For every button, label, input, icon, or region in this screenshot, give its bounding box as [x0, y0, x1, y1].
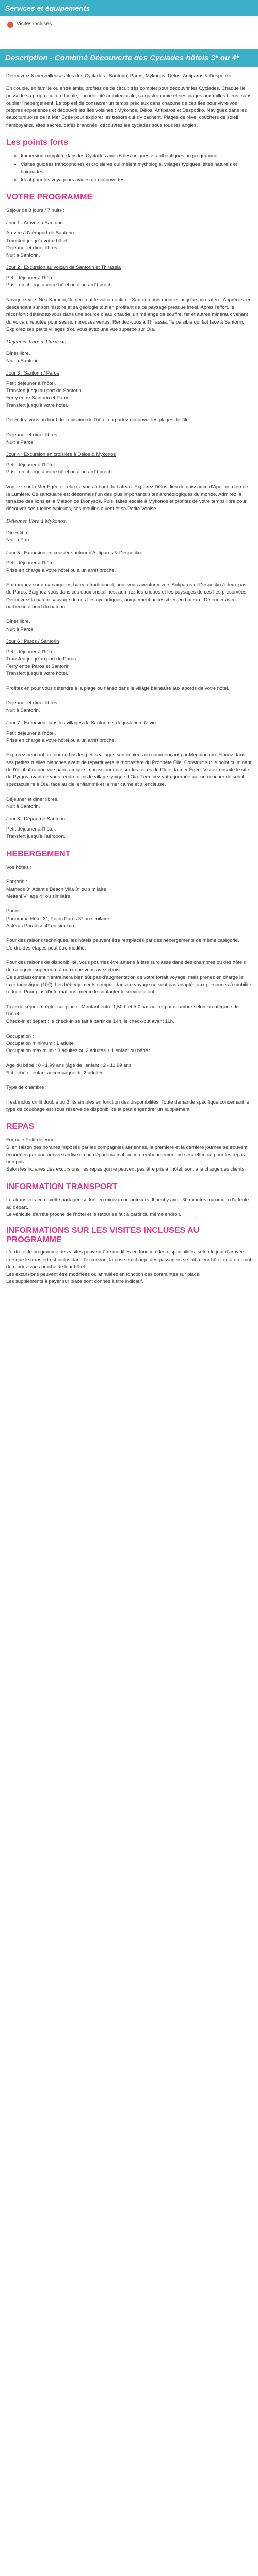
repas-title: REPAS — [6, 1122, 34, 1131]
services-header: Services et équipements — [0, 0, 258, 16]
programme-title: VOTRE PROGRAMME — [6, 193, 93, 202]
description-content — [0, 67, 258, 1296]
day-text: Arrivée à l'aéroport de Santorin. Transfert jusqu'à votre hôtel. Déjeuner et dîner libres. Nuit à Santorin. — [6, 230, 75, 258]
description-intro: Découvrez 6 merveilleuses îles des Cyclades : Santorin, Paros, Mykonos, Délos, Antiparos & Despotiko — [6, 73, 232, 79]
day-tag: Déjeuner libre à Thirassia. — [6, 338, 68, 345]
service-item-label: Visites incluses — [17, 21, 52, 27]
points-list — [6, 152, 252, 184]
day-after: Dîner libre. Nuit à Paros. — [6, 530, 35, 544]
day-text: Petit déjeuner à l'hôtel. Transfert jusqu'à l'aéroport. — [6, 826, 66, 840]
service-item — [7, 21, 251, 28]
day-text: Petit déjeuner à l'hôtel. Prise en charge à votre hôtel ou à un arrêt proche. Voguez sur la Mer Égée et relaxez-vous à bord du bateau. Explorez Délos, lieu de naissance d'Apollon, dieu de la Lumière. Ce sanctuaire est désormais l'un des plus importants sites archéologiques du monde. Admirez la terrasse des lions et la Maison de Dionysos. Puis, faites escale à Mykonos et profitez de votre temps libre pour découvrir ses ruelles typiques, ses moulins à vent et sa Petite Venise. — [6, 462, 248, 512]
transport-title: INFORMATION TRANSPORT — [6, 1182, 118, 1191]
day-after: Dîner libre. Nuit à Santorin. — [6, 350, 40, 364]
day-title: Jour 3 : Santorin / Paros — [6, 370, 59, 377]
programme-duration: Séjour de 8 jours / 7 nuits : — [6, 208, 65, 214]
transport-text: Les transferts en navette partagée se font en minivan ou autocars. Il peut y avoir 30 minutes maximum d'attente au départ. Le véhicule s'arrête proche de l'hôtel et le retour se fait à partir du même endroit. — [6, 1197, 249, 1218]
hebergement-title: HEBERGEMENT — [6, 849, 71, 858]
points-item: • Immersion complète dans les Cyclades avec 6 îles uniques et authentiques au programme — [21, 152, 252, 160]
visit-icon — [7, 22, 13, 28]
repas-text: Formule Petit-déjeuner. Si en raison des horaires imposés par les compagnies aériennes, la première et la dernière journée se trouvent écourtées par une arrivée tardive ou un départ matinal, aucun remboursement ne sera effectué pour les repas non pris. Selon les horaires des excursions, les repas qui ne peuvent pas être pris à l'hôtel, sont à la charge des clients. — [6, 1137, 248, 1173]
visites-text: L'ordre et le programme des visites peuvent être modifiés en fonction des disponibilités, selon le jour d'arrivée. Lorsque le transfert est inclus dans l'excursion, la prise en charge des passagers se fait à leur hôtel ou à un point de rendez-vous proche de leur hôtel. Les excursions peuvent être modifiées ou annulées en fonction des contraintes sur place. Les suppléments à payer sur place sont donnés à titre indicatif. — [6, 1249, 251, 1285]
day-title: Jour 4 : Excursion en croisière à Délos & Mykonos — [6, 452, 116, 458]
points-title: Les points forts — [6, 138, 69, 147]
hebergement-text: Vos hôtels : Santorin : Mathéos 3* Atlantis Beach Villa 3* ou similaire Melteni Village 4* ou similaire Paros : Panorama Hôtel 3*, Potos Paros 3* ou similaire Astéras Paradise 4* ou similaire Pour des raisons techniques, les hôtels peuvent être remplacés par des hébergements de même catégorie. L'ordre des étapes peut être modifié. Pour des raisons de disponibilité, vous pourriez être amené à être surclassé dans des chambres ou des hôtels de catégorie supérieure à ceux que vous avez choisi. Ce surclassement n'entraînera bien sûr pas d'augmentation de votre forfait voyage, mais prenez en charge la taxe touristique (10€). Les hébergements compris dans ce voyage ne sont pas adaptés aux personnes à mobilité réduite. Pour plus d'informations, merci de contacter le service client. Taxe de séjour à régler sur place : Montant entre 1,50 € et 5 € par nuit et par chambre selon la catégorie de l'hôtel. Check-in et départ : le check-in se fait à partir de 14h, le check-out avant 11h. Occupation : Occupation minimum : 1 adulte Occupation maximum : 3 adultes ou 2 adultes + 1 enfant ou bébé* Âge du bébé : 0 - 1,99 ans (âge de l'enfant : 2 - 11,99 ans *Lit bébé et enfant accompagné de 2 adultes Type de chambre : Il est inclus un lit double ou 2 lits simples en fonction des disponibilités. Toute demande spécifique concernant le type de couchage est sous réserve de disponibilité et peut engendrer un supplément. — [6, 864, 251, 1113]
day-title: Jour 5 : Excursion en croisière autour d'Antiparos & Despotiko — [6, 550, 141, 556]
day-title: Jour 7 : Excursion dans les villages de Santorin et dégustation de vin — [6, 720, 156, 726]
description-header: Description - Combiné Découverte des Cyclades hôtels 3* ou 4* — [0, 49, 258, 67]
day-text: Petit déjeuner à l'hôtel. Transfert jusqu'au port de Santorin. Ferry entre Santorin et Paros. Transfert jusqu'à votre hôtel. Détendez-vous au bord de la piscine de l'hôtel ou partez découvrir les plages de l'île. Déjeuner et dîner libres. Nuit à Paros. — [6, 380, 190, 445]
day-title: Jour 2 : Excursion au volcan de Santorin et Thirassia — [6, 265, 121, 271]
points-item: • Idéal pour les voyageurs avides de découvertes — [21, 177, 252, 184]
day-text: Petit déjeuner à l'hôtel. Prise en charge à votre hôtel ou à un arrêt proche. Embarquez sur un « caïque », bateau traditionnel, pour vous aventurer vers Antiparos et Despotiko à deux pas de Paros. Baignez-vous dans ces eaux cristallines, admirez les criques et les paysages de ces îles préservées. Découvrez la nature sauvage de ces îles cycladiques, uniquement accessibles en bateau ! Déjeuner avec barbecue à bord du bateau. Dîner libre. Nuit à Paros. — [6, 560, 248, 632]
day-text: Petit déjeuner à l'hôtel. Prise en charge à votre hôtel ou à un arrêt proche. Explorez pendant ce tour en bus les petits villages santoriniens en commençant par Megalochori. Flânez dans ses petites ruelles blanches avant de repartir vers le monastère du Prophète Élie. Construit sur le point culminant de l'île, il offre une vue panoramique impressionnante sur les terres de l'île et la mer Égée. Visitez ensuite le site de Pyrgos avant de vous rendre dans le village typique d'Oia. Terminez votre journée par un coucher de soleil spectaculaire à Oia, face au ciel enflammé et la mer calme et silencieuse. Déjeuner et dîner libres. Nuit à Santorin. — [6, 730, 252, 810]
description-body: En couple, en famille ou entre amis, profitez de ce circuit très complet pour découvrir les Cyclades. Chaque île possède sa propre culture locale, son identité architecturale, sa gastronomie et ses plages aux milles bleus, sans oublier l'hébergement. Le top est de consacrer un temps précieux dans chacune de ces îles pour vivre vos propres expériences et découvrir les îles voisines : Mykonos, Délos, Antiparos et Despotiko. Naviguez dans les eaux turquoise de la Mer Égée pour explorer les trésors qui s'y cachent. Plages de rêve, couchers de soleil flamboyants, sites sacrés, cafés branchés, découvrez les cyclades sous tous les angles. — [6, 86, 252, 128]
points-item: • Visites guidées francophones et croisières qui mêlent mythologie, villages typiques, sites naturels et baignades — [21, 161, 252, 176]
day-title: Jour 8 : Départ de Santorin — [6, 816, 66, 822]
day-title: Jour 6 : Paros / Santorin — [6, 638, 59, 645]
services-section — [0, 16, 258, 33]
day-text: Petit déjeuner à l'hôtel. Prise en charge à votre hôtel ou à un arrêt proche. Naviguez vers Nea Kameni, île née tout le volcan actif de Santorin puis montez jusqu'à son cratère. Appréciez en descendant sur son histoire et sa géologie tout en profitant de ce paysage presque irréel. Après l'effort, le réconfort : détendez-vous dans une source d'eau chaude, un mélange de souffre, fer et autres minéraux venant du volcan, réputée pour ses nombreuses vertus. Rendez-vous à Thirassia, île paisible qui fait face à Santorin. Explorez ses petits villages d'où vous avez une vue superbe sur Oia. — [6, 275, 252, 332]
day-text: Petit déjeuner à l'hôtel. Transfert jusqu'au port de Paros. Ferry entre Paros et Santorin. Transfert jusqu'à votre hôtel. Profitez en pour vous détendre à la plage ou flânez dans le village balnéaire aux abords de votre hôtel. Déjeuner et dîner libres. Nuit à Santorin. — [6, 649, 230, 714]
day-title: Jour 1 : Arrivée à Santorin — [6, 220, 63, 226]
visites-title: INFORMATIONS SUR LES VISITES INCLUSES AU PROGRAMME — [6, 1226, 200, 1245]
day-tag: Déjeuner libre à Mykonos. — [6, 518, 67, 524]
